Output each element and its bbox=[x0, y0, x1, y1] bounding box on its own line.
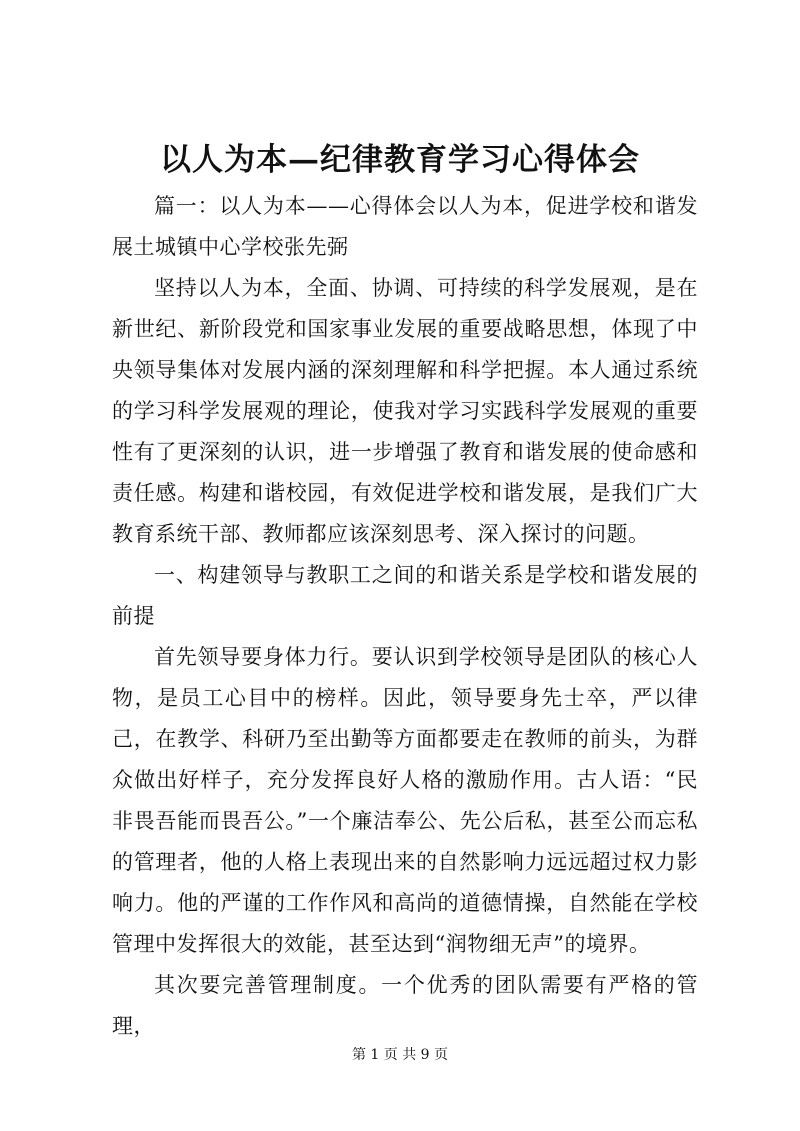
document-title: 以人为本—纪律教育学习心得体会 bbox=[160, 142, 640, 178]
paragraph-management: 其次要完善管理制度。一个优秀的团队需要有严格的管理， bbox=[112, 973, 698, 1038]
document-body bbox=[112, 186, 698, 1047]
section-heading-1: 一、构建领导与教职工之间的和谐关系是学校和谐发展的前提 bbox=[112, 563, 698, 628]
page-footer: 第 1 页 共 9 页 bbox=[351, 1047, 449, 1063]
paragraph-main: 坚持以人为本，全面、协调、可持续的科学发展观，是在新世纪、新阶段党和国家事业发展的重要战略思想，体现了中央领导集体对发展内涵的深刻理解和科学把握。本人通过系统的学习科学发展观的理论，使我对学习实践科学发展观的重要性有了更深刻的认识，进一步增强了教育和谐发展的使命感和责任感。构建和谐校园，有效促进学校和谐发展，是我们广大教育系统干部、教师都应该深刻思考、深入探讨的问题。 bbox=[112, 276, 698, 546]
paragraph-leadership: 首先领导要身体力行。要认识到学校领导是团队的核心人物，是员工心目中的榜样。因此，领导要身先士卒，严以律己，在教学、科研乃至出勤等方面都要走在教师的前头，为群众做出好样子，充分发挥良好人格的激励作用。古人语：“民非畏吾能而畏吾公。”一个廉洁奉公、先公后私，甚至公而忘私的管理者，他的人格上表现出来的自然影响力远远超过权力影响力。他的严谨的工作作风和高尚的道德情操，自然能在学校管理中发挥很大的效能，甚至达到“润物细无声”的境界。 bbox=[112, 645, 698, 956]
paragraph-intro: 篇一：以人为本——心得体会以人为本，促进学校和谐发展土城镇中心学校张先弼 bbox=[112, 194, 698, 259]
